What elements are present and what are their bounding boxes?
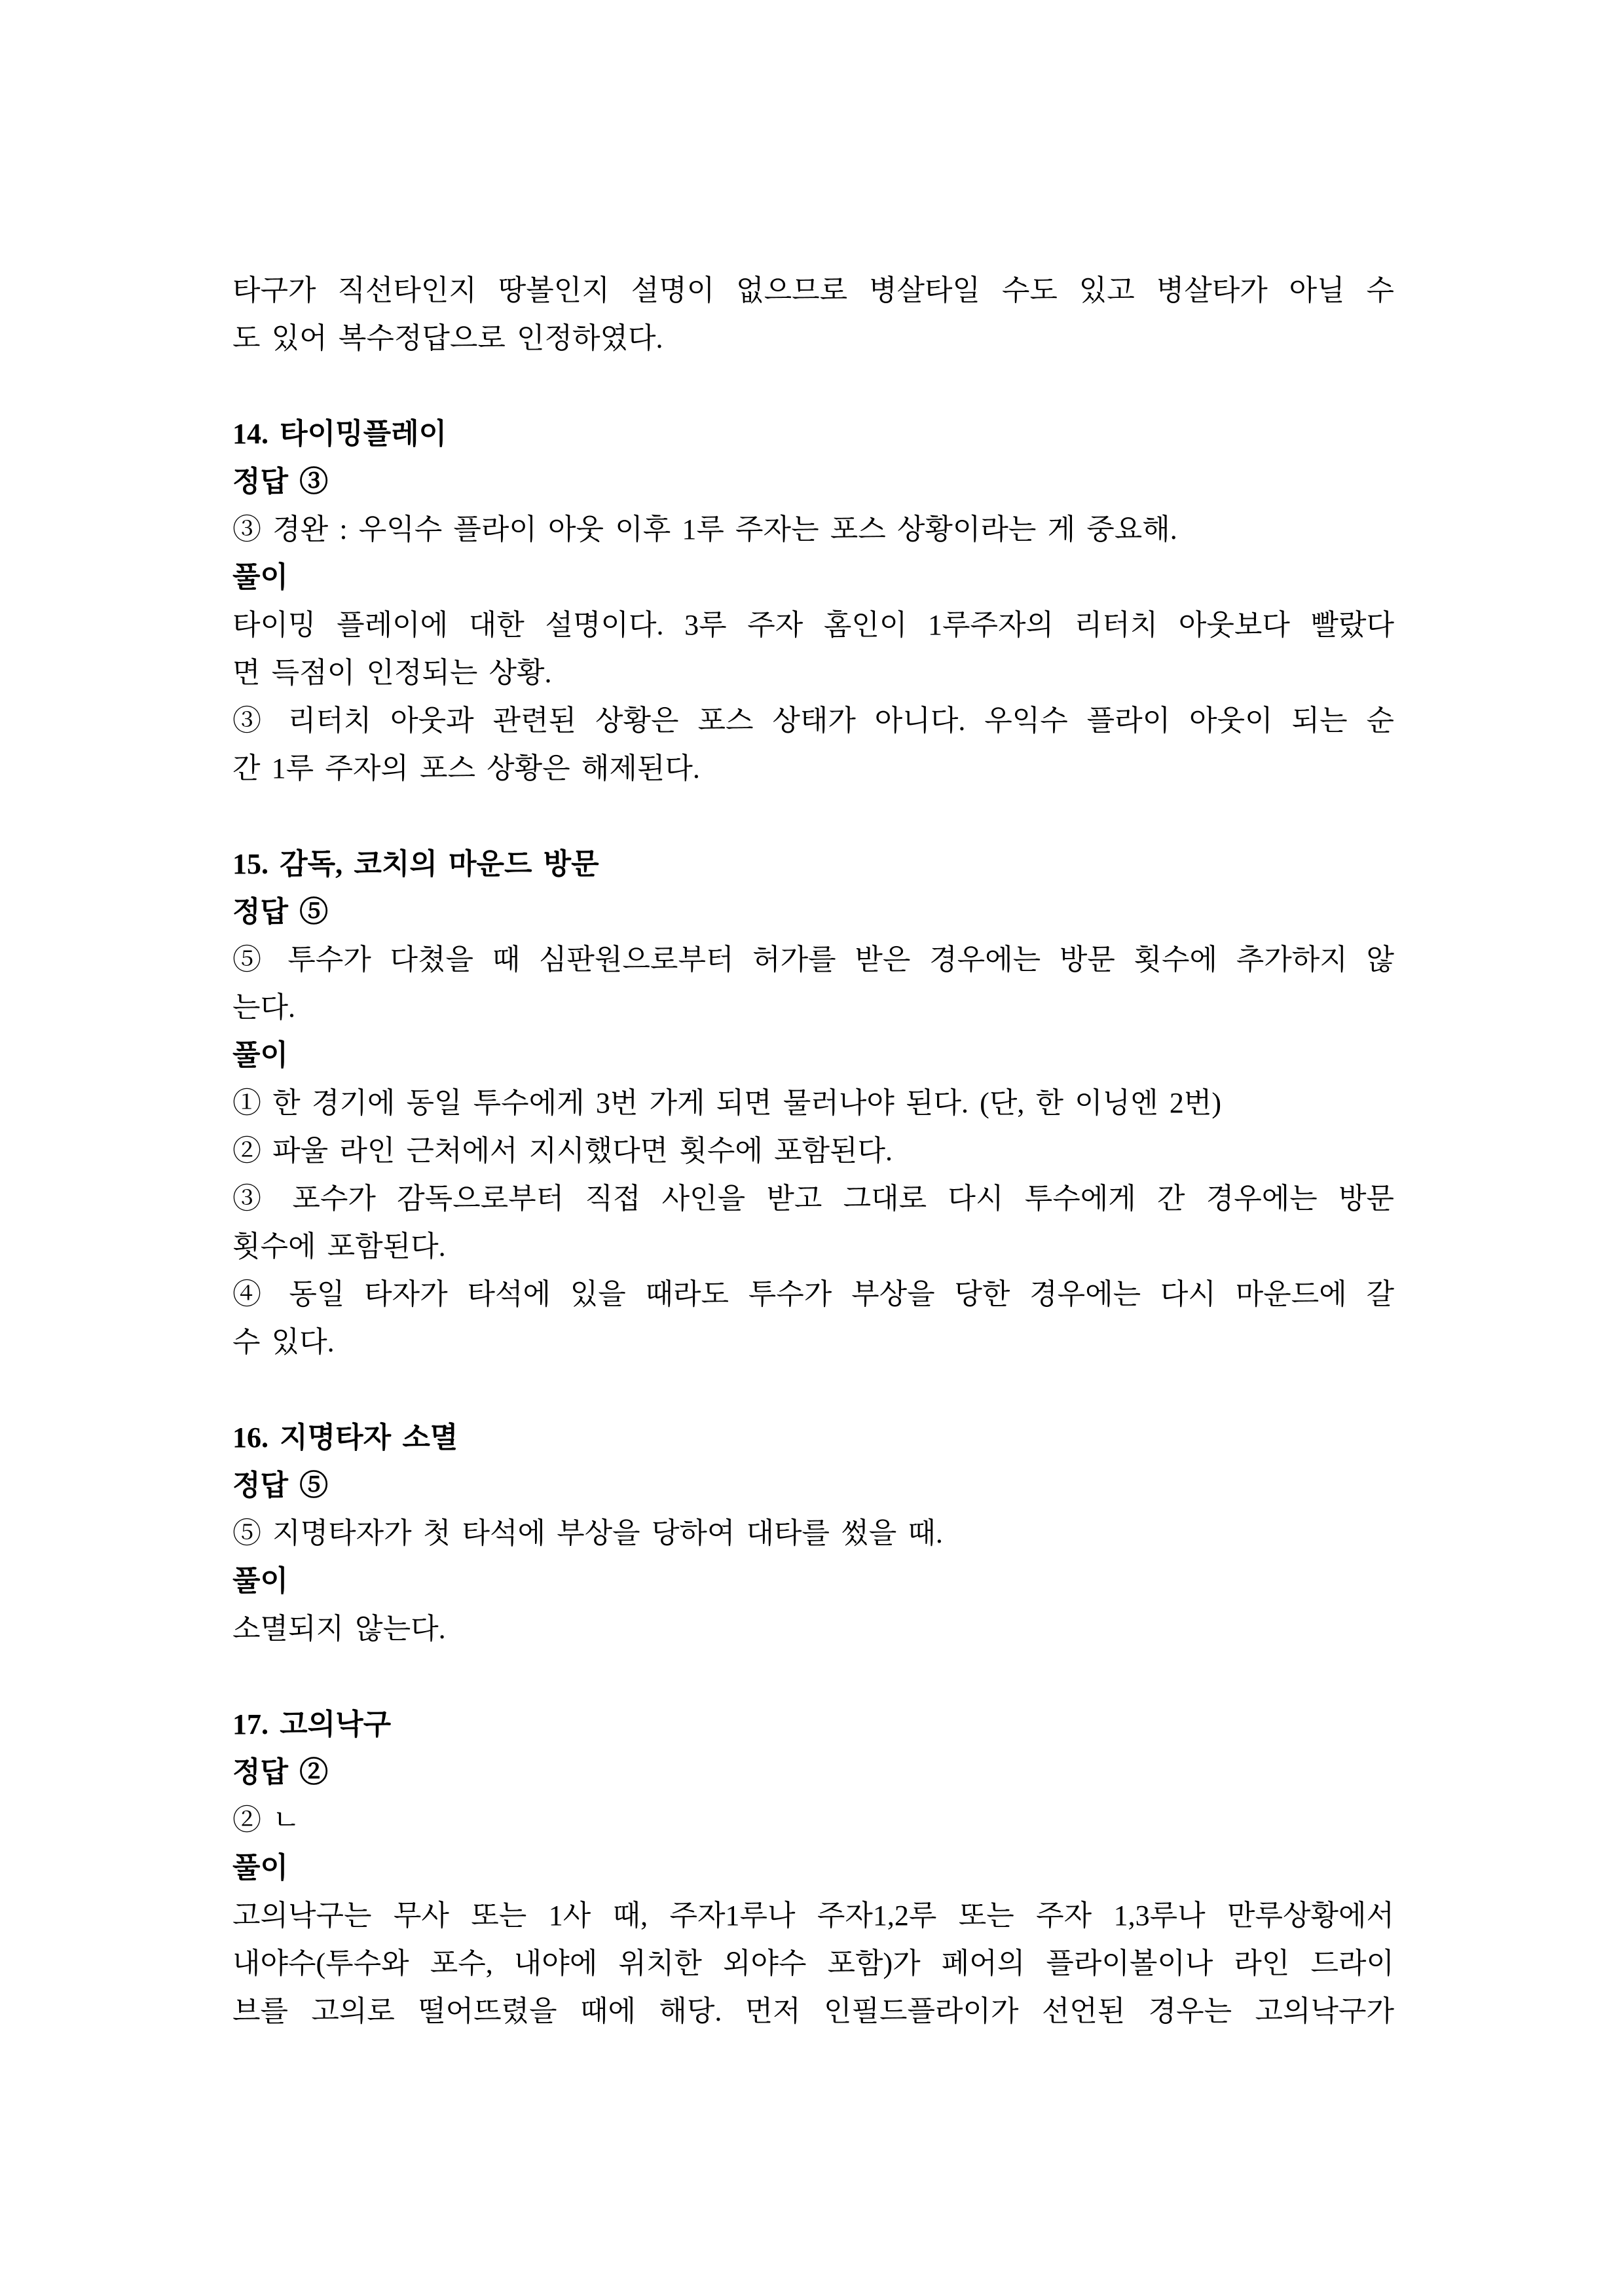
text-line: 타구가 직선타인지 땅볼인지 설명이 없으므로 병살타일 수도 있고 병살타가 아닐 수 bbox=[232, 274, 1394, 306]
text-line: 타이밍 플레이에 대한 설명이다. 3루 주자 홈인이 1루주자의 리터치 아웃보다 빨랐다 bbox=[232, 609, 1394, 641]
section-title: 15. 감독, 코치의 마운드 방문 bbox=[232, 848, 599, 880]
text-line: 정답 ③ bbox=[232, 466, 329, 498]
section-title: 14. 타이밍플레이 bbox=[232, 418, 447, 450]
text-line: 는다. bbox=[232, 991, 296, 1023]
text-line: ⑤ 지명타자가 첫 타석에 부상을 당하여 대타를 썼을 때. bbox=[232, 1517, 943, 1549]
text-line: 브를 고의로 떨어뜨렸을 때에 해당. 먼저 인필드플라이가 선언된 경우는 고의낙구가 bbox=[232, 1995, 1394, 2027]
text-line: ① 한 경기에 동일 투수에게 3번 가게 되면 물러나야 된다. (단, 한 이닝엔 2번) bbox=[232, 1087, 1221, 1119]
text-line: ③ 경완 : 우익수 플라이 아웃 이후 1루 주자는 포스 상황이라는 게 중요해. bbox=[232, 513, 1177, 545]
blank-line bbox=[232, 792, 1394, 840]
text-line: ③ 포수가 감독으로부터 직접 사인을 받고 그대로 다시 투수에게 간 경우에는 방문 bbox=[232, 1183, 1394, 1215]
text-line: ④ 동일 타자가 타석에 있을 때라도 투수가 부상을 당한 경우에는 다시 마운드에 갈 bbox=[232, 1278, 1394, 1310]
text-line: 풀이 bbox=[232, 1852, 289, 1884]
text-line: 간 1루 주자의 포스 상황은 해제된다. bbox=[232, 752, 700, 784]
text-line: 내야수(투수와 포수, 내야에 위치한 외야수 포함)가 페어의 플라이볼이나 라인 드라이 bbox=[232, 1947, 1394, 1979]
text-line: 도 있어 복수정답으로 인정하였다. bbox=[232, 322, 663, 354]
text-line: ⑤ 투수가 다쳤을 때 심판원으로부터 허가를 받은 경우에는 방문 횟수에 추가하지 않 bbox=[232, 944, 1394, 976]
text-line: 풀이 bbox=[232, 1565, 289, 1597]
text-line: ③ 리터치 아웃과 관련된 상황은 포스 상태가 아니다. 우익수 플라이 아웃이 되는 순 bbox=[232, 705, 1394, 737]
text-line: 횟수에 포함된다. bbox=[232, 1230, 446, 1262]
blank-line bbox=[232, 1366, 1394, 1414]
blank-line bbox=[232, 1653, 1394, 1700]
section-title: 17. 고의낙구 bbox=[232, 1708, 392, 1740]
text-line: ② 파울 라인 근처에서 지시했다면 횟수에 포함된다. bbox=[232, 1135, 893, 1167]
blank-line bbox=[232, 362, 1394, 410]
text-column bbox=[232, 266, 1394, 2035]
section-title: 16. 지명타자 소멸 bbox=[232, 1422, 458, 1454]
text-line: 정답 ⑤ bbox=[232, 1469, 329, 1501]
text-line: 정답 ② bbox=[232, 1756, 329, 1788]
text-line: 고의낙구는 무사 또는 1사 때, 주자1루나 주자1,2루 또는 주자 1,3루나 만루상황에서 bbox=[232, 1900, 1394, 1932]
text-line: 정답 ⑤ bbox=[232, 896, 329, 928]
text-line: 풀이 bbox=[232, 1039, 289, 1071]
text-line: ② ㄴ bbox=[232, 1804, 301, 1836]
text-line: 수 있다. bbox=[232, 1326, 335, 1358]
text-line: 소멸되지 않는다. bbox=[232, 1613, 446, 1645]
text-line: 풀이 bbox=[232, 561, 289, 593]
text-line: 면 득점이 인정되는 상황. bbox=[232, 657, 552, 689]
